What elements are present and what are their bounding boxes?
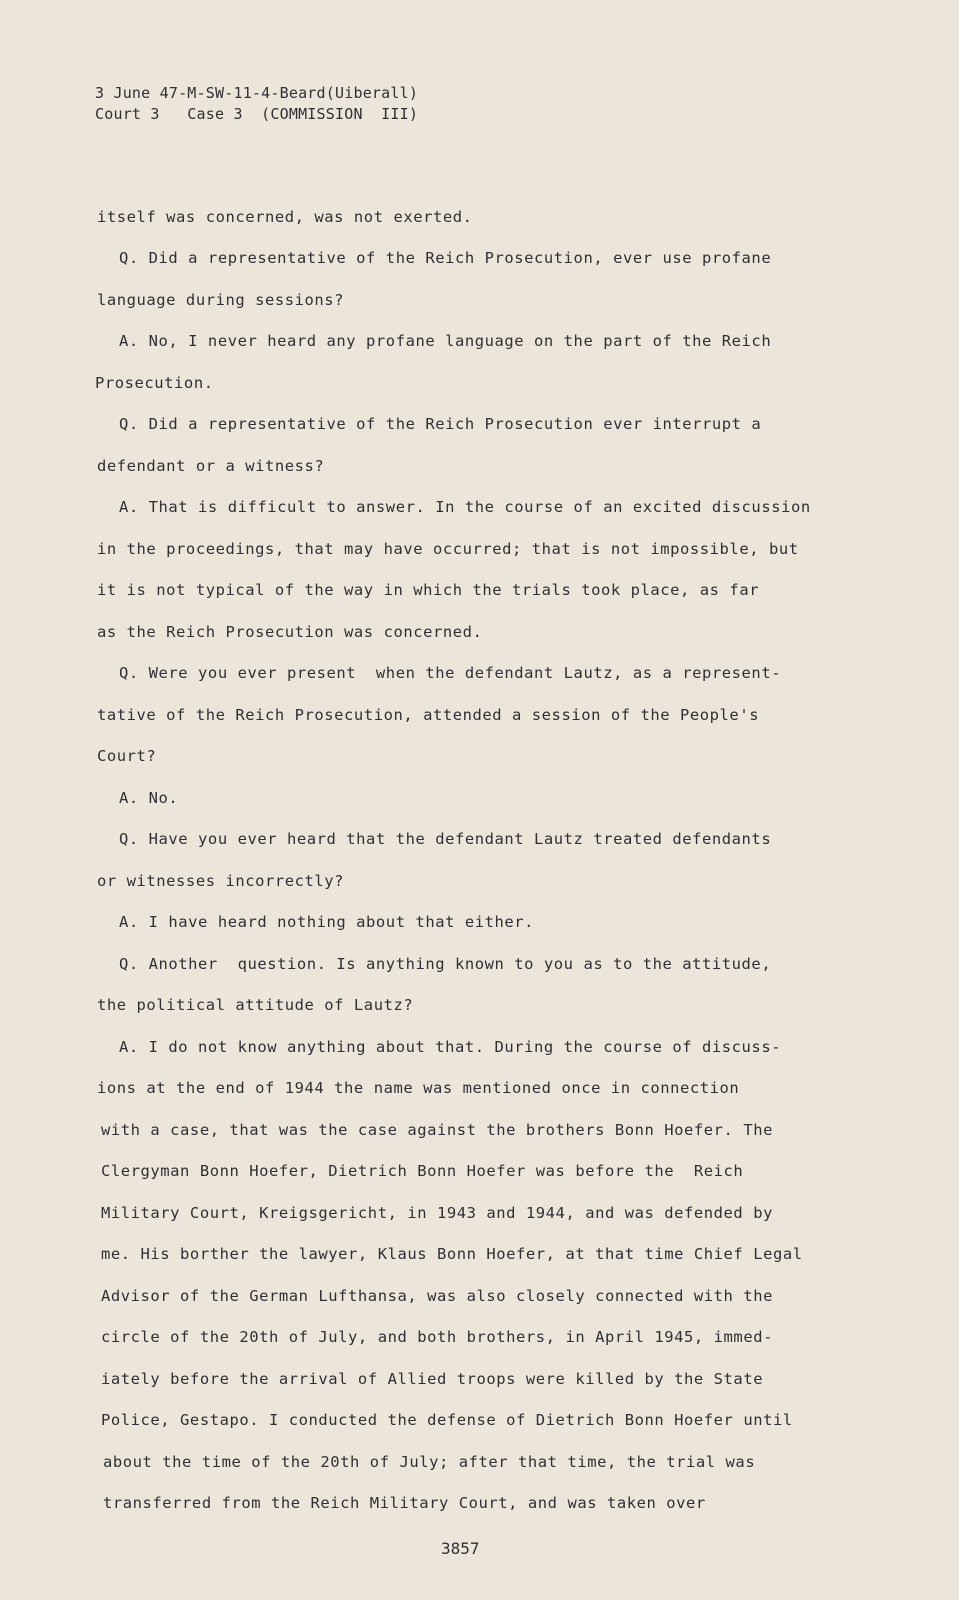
transcript-line: Q. Another question. Is anything known to you as to the attitude, <box>119 955 772 973</box>
transcript-line: circle of the 20th of July, and both brothers, in April 1945, immed- <box>101 1328 773 1346</box>
transcript-line: about the time of the 20th of July; after that time, the trial was <box>103 1453 756 1471</box>
transcript-line: A. That is difficult to answer. In the course of an excited discussion <box>119 498 811 516</box>
transcript-line: A. No, I never heard any profane language on the part of the Reich <box>119 332 772 350</box>
transcript-line: Clergyman Bonn Hoefer, Dietrich Bonn Hoefer was before the Reich <box>101 1162 744 1180</box>
transcript-line: Police, Gestapo. I conducted the defense of Dietrich Bonn Hoefer until <box>101 1411 793 1429</box>
transcript-line: Court? <box>97 747 157 765</box>
transcript-line: Q. Were you ever present when the defendant Lautz, as a represent- <box>119 664 782 682</box>
transcript-line: Q. Did a representative of the Reich Prosecution ever interrupt a <box>119 415 762 433</box>
header-line-date-reference: 3 June 47-M-SW-11-4-Beard(Uiberall) <box>95 84 419 102</box>
transcript-line: Q. Have you ever heard that the defendant Lautz treated defendants <box>119 830 772 848</box>
transcript-line: the political attitude of Lautz? <box>97 996 414 1014</box>
transcript-line: or witnesses incorrectly? <box>97 872 345 890</box>
transcript-line: iately before the arrival of Allied troops were killed by the State <box>101 1370 764 1388</box>
transcript-line: Military Court, Kreigsgericht, in 1943 and 1944, and was defended by <box>101 1204 773 1222</box>
transcript-line: A. No. <box>119 789 179 807</box>
page-number: 3857 <box>441 1539 480 1558</box>
transcript-line: me. His borther the lawyer, Klaus Bonn Hoefer, at that time Chief Legal <box>101 1245 803 1263</box>
transcript-line: in the proceedings, that may have occurred; that is not impossible, but <box>97 540 799 558</box>
transcript-line: Q. Did a representative of the Reich Prosecution, ever use profane <box>119 249 772 267</box>
transcript-line: Advisor of the German Lufthansa, was also closely connected with the <box>101 1287 773 1305</box>
header-line-court-case: Court 3 Case 3 (COMMISSION III) <box>95 105 419 123</box>
transcript-line: language during sessions? <box>97 291 345 309</box>
transcript-line: with a case, that was the case against the brothers Bonn Hoefer. The <box>101 1121 773 1139</box>
transcript-line: it is not typical of the way in which the trials took place, as far <box>97 581 760 599</box>
transcript-line: defendant or a witness? <box>97 457 325 475</box>
transcript-line: tative of the Reich Prosecution, attended a session of the People's <box>97 706 760 724</box>
transcript-line: ions at the end of 1944 the name was mentioned once in connection <box>97 1079 740 1097</box>
transcript-line: A. I do not know anything about that. During the course of discuss- <box>119 1038 782 1056</box>
transcript-line: A. I have heard nothing about that either. <box>119 913 535 931</box>
transcript-line: as the Reich Prosecution was concerned. <box>97 623 483 641</box>
document-header <box>95 83 418 125</box>
transcript-line: transferred from the Reich Military Court, and was taken over <box>103 1494 706 1512</box>
transcript-line: itself was concerned, was not exerted. <box>97 208 473 226</box>
transcript-line: Prosecution. <box>95 374 214 392</box>
